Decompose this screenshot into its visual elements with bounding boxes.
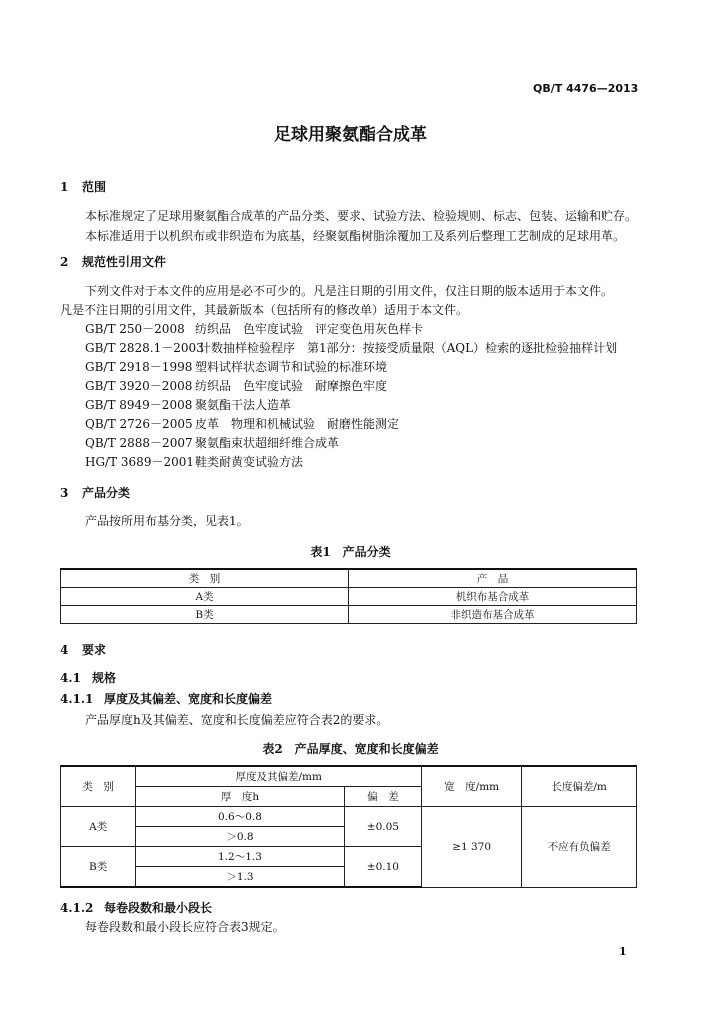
reference-title: 皮革 物理和机械试验 耐磨性能测定	[195, 417, 400, 431]
table-cell: A类	[61, 807, 136, 847]
table-cell: 机织布基合成革	[349, 588, 637, 606]
section-title: 范围	[82, 180, 107, 194]
reference-item	[85, 358, 387, 375]
product-classification-table	[60, 568, 637, 624]
section-4-heading	[60, 641, 106, 658]
reference-title: 塑料试样状态调节和试验的标准环境	[195, 360, 388, 374]
section-number: 4.1	[60, 671, 81, 685]
subsection-4-1-heading	[60, 669, 116, 686]
table-cell: ＞0.8	[136, 827, 344, 847]
reference-item	[85, 415, 399, 432]
reference-title: 纺织品 色牢度试验 耐摩擦色牢度	[195, 379, 388, 393]
table-row	[61, 606, 637, 624]
subsection-4-1-1-heading	[60, 690, 272, 707]
reference-code: QB/T 2726－2005	[85, 417, 193, 431]
table-cell: ＞1.3	[136, 867, 344, 888]
standard-code: QB/T 4476—2013	[533, 82, 639, 95]
reference-code: GB/T 2828.1－2003	[85, 341, 204, 355]
reference-code: GB/T 3920－2008	[85, 379, 193, 393]
reference-title: 鞋类耐黄变试验方法	[195, 455, 304, 469]
reference-item	[85, 320, 423, 337]
section-title: 要求	[82, 643, 107, 657]
reference-code: QB/T 2888－2007	[85, 436, 193, 450]
table-cell: ≥1 370	[422, 807, 522, 888]
table-cell: 1.2～1.3	[136, 847, 344, 867]
reference-code: GB/T 8949－2008	[85, 398, 193, 412]
table-row	[61, 588, 637, 606]
table-header-row	[61, 569, 637, 588]
table-header-cell: 厚度及其偏差/mm	[136, 766, 422, 787]
section-number: 4.1.1	[60, 692, 94, 706]
table-header-cell: 宽 度/mm	[422, 766, 522, 807]
reference-title: 纺织品 色牢度试验 评定变色用灰色样卡	[195, 322, 424, 336]
subsection-4-1-2-heading	[60, 899, 212, 916]
table-header-cell: 类 别	[61, 569, 349, 588]
section-title: 每卷段数和最小段长	[104, 901, 213, 915]
section-title: 产品分类	[82, 486, 131, 500]
section-3-heading	[60, 484, 130, 501]
table-header-cell: 长度偏差/m	[522, 766, 637, 807]
reference-title: 聚氨酯束状超细纤维合成革	[195, 436, 340, 450]
section-2-heading	[60, 253, 166, 270]
table-row	[61, 807, 637, 827]
reference-item	[85, 396, 291, 413]
section-number: 3	[60, 486, 69, 500]
reference-item	[85, 377, 387, 394]
section-number: 1	[60, 180, 69, 194]
reference-code: HG/T 3689－2001	[85, 455, 194, 469]
references-intro-2: 凡是不注日期的引用文件，其最新版本（包括所有的修改单）适用于本文件。	[60, 303, 469, 317]
reference-code: GB/T 250－2008	[85, 322, 185, 336]
section-title: 厚度及其偏差、宽度和长度偏差	[104, 692, 273, 706]
thickness-width-length-table	[60, 765, 637, 888]
table-cell: 非织造布基合成革	[349, 606, 637, 624]
section-1-heading	[60, 178, 106, 195]
table-cell: B类	[61, 606, 349, 624]
table-header-row	[61, 766, 637, 787]
rolls-paragraph: 每卷段数和最小段长应符合表3规定。	[85, 920, 285, 934]
classification-paragraph: 产品按所用布基分类，见表1。	[85, 514, 249, 528]
table-1-caption: 表1 产品分类	[310, 545, 391, 559]
section-number: 4.1.2	[60, 901, 94, 915]
section-title: 规范性引用文件	[82, 255, 167, 269]
reference-code: GB/T 2918－1998	[85, 360, 193, 374]
table-cell: B类	[61, 847, 136, 888]
scope-paragraph-2: 本标准适用于以机织布或非织造布为底基，经聚氨酯树脂涂覆加工及系列后整理工艺制成的足球用革。	[85, 229, 626, 243]
table-header-cell: 厚 度h	[136, 787, 344, 807]
table-cell: ±0.05	[344, 807, 421, 847]
reference-title: 计数抽样检验程序 第1部分：按接受质量限（AQL）检索的逐批检验抽样计划	[199, 341, 618, 355]
table-cell: A类	[61, 588, 349, 606]
table-header-cell: 产 品	[349, 569, 637, 588]
section-number: 4	[60, 643, 69, 657]
scope-paragraph-1: 本标准规定了足球用聚氨酯合成革的产品分类、要求、试验方法、检验规则、标志、包装、运输和贮存。	[85, 209, 638, 223]
table-cell: 0.6～0.8	[136, 807, 344, 827]
document-title: 足球用聚氨酯合成革	[274, 125, 427, 145]
references-intro-1: 下列文件对于本文件的应用是必不可少的。凡是注日期的引用文件，仅注日期的版本适用于本文件。	[85, 284, 614, 298]
table-2-caption: 表2 产品厚度、宽度和长度偏差	[262, 742, 439, 756]
section-number: 2	[60, 255, 69, 269]
table-header-cell: 偏 差	[344, 787, 421, 807]
table-header-cell: 类 别	[61, 766, 136, 807]
reference-title: 聚氨酯干法人造革	[195, 398, 292, 412]
table-cell: ±0.10	[344, 847, 421, 888]
table-cell: 不应有负偏差	[522, 807, 637, 888]
specification-paragraph: 产品厚度h及其偏差、宽度和长度偏差应符合表2的要求。	[85, 713, 389, 727]
page-number: 1	[619, 945, 627, 958]
section-title: 规格	[92, 671, 117, 685]
reference-item	[85, 434, 339, 451]
reference-item	[85, 453, 303, 470]
reference-item	[85, 339, 617, 356]
